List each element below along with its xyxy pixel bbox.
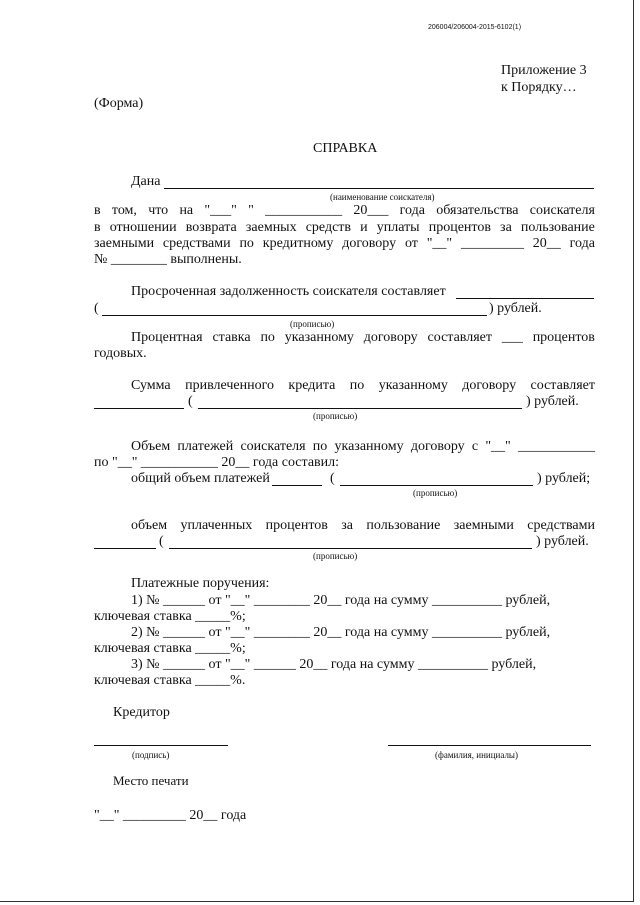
credit-words-line[interactable] xyxy=(198,408,522,409)
payments-caption: (прописью) xyxy=(413,488,458,498)
document-title: СПРАВКА xyxy=(313,141,378,156)
creditor-label: Кредитор xyxy=(113,705,170,720)
form-label: (Форма) xyxy=(94,96,144,111)
order-1-rate: ключевая ставка _____%; xyxy=(94,609,246,624)
overdue-caption: (прописью) xyxy=(290,319,335,329)
order-3-line: 3) № ______ от "__" ______ 20__ года на сумму __________ рублей, xyxy=(131,657,537,672)
payments-total-close: ) рублей; xyxy=(537,471,591,486)
appendix-line-1: Приложение 3 xyxy=(501,63,587,78)
order-1-line: 1) № ______ от "__" ________ 20__ года на сумму __________ рублей, xyxy=(131,593,551,608)
credit-open-paren: ( xyxy=(188,394,193,409)
payments-line-2: по "__" ___________ 20__ года составил: xyxy=(94,455,340,470)
interest-paid-close: ) рублей. xyxy=(536,534,589,549)
interest-paid-caption: (прописью) xyxy=(313,551,358,561)
name-line[interactable] xyxy=(388,745,591,746)
payments-total-words-line[interactable] xyxy=(340,485,533,486)
applicant-caption: (наименование соискателя) xyxy=(330,192,435,202)
overdue-amount-line[interactable] xyxy=(456,298,594,299)
interest-line-1: Процентная ставка по указанному договору составляет ___ процентов xyxy=(131,330,595,345)
credit-amount-line[interactable] xyxy=(94,408,184,409)
issued-label: Дана xyxy=(131,174,161,189)
order-2-rate: ключевая ставка _____%; xyxy=(94,641,246,656)
document-id: 206004/206004-2015-6102(1) xyxy=(428,24,522,31)
payments-line-1: Объем платежей соискателя по указанному договору с "__" ___________ xyxy=(131,439,595,454)
payments-total-amount-line[interactable] xyxy=(272,485,322,486)
overdue-open-paren: ( xyxy=(94,301,99,316)
stamp-label: Место печати xyxy=(113,773,189,788)
credit-caption: (прописью) xyxy=(313,411,358,421)
date-line: "__" _________ 20__ года xyxy=(94,808,247,823)
overdue-words-line[interactable] xyxy=(102,315,487,316)
interest-paid-amount-line[interactable] xyxy=(94,548,156,549)
credit-line-1: Сумма привлеченного кредита по указанному договору составляет xyxy=(131,378,595,393)
order-3-rate: ключевая ставка _____%. xyxy=(94,673,246,688)
order-2-line: 2) № ______ от "__" ________ 20__ года на сумму __________ рублей, xyxy=(131,625,551,640)
interest-paid-open-paren: ( xyxy=(159,534,164,549)
issued-paragraph-line-4: № ________ выполнены. xyxy=(94,252,242,267)
interest-paid-words-line[interactable] xyxy=(169,548,532,549)
orders-heading: Платежные поручения: xyxy=(131,576,270,591)
issued-paragraph-line-2: в отношении возврата заемных средств и уплаты процентов за пользование xyxy=(94,220,595,235)
overdue-text: Просроченная задолженность соискателя составляет xyxy=(131,284,446,299)
interest-line-2: годовых. xyxy=(94,346,147,361)
issued-paragraph-line-1: в том, что на "___" " ___________ 20___ года обязательства соискателя xyxy=(94,203,595,218)
applicant-name-line[interactable] xyxy=(164,188,594,189)
signature-caption: (подпись) xyxy=(132,750,170,760)
credit-close: ) рублей. xyxy=(526,394,579,409)
payments-total-label: общий объем платежей xyxy=(131,471,270,486)
signature-line[interactable] xyxy=(94,745,228,746)
overdue-close: ) рублей. xyxy=(489,301,542,316)
payments-total-open-paren: ( xyxy=(330,471,335,486)
interest-paid-line-1: объем уплаченных процентов за пользование заемными средствами xyxy=(131,518,595,533)
issued-paragraph-line-3: заемными средствами по кредитному договору от "__" _________ 20__ года xyxy=(94,236,595,251)
appendix-line-2: к Порядку… xyxy=(501,80,577,95)
name-caption: (фамилия, инициалы) xyxy=(435,750,518,760)
